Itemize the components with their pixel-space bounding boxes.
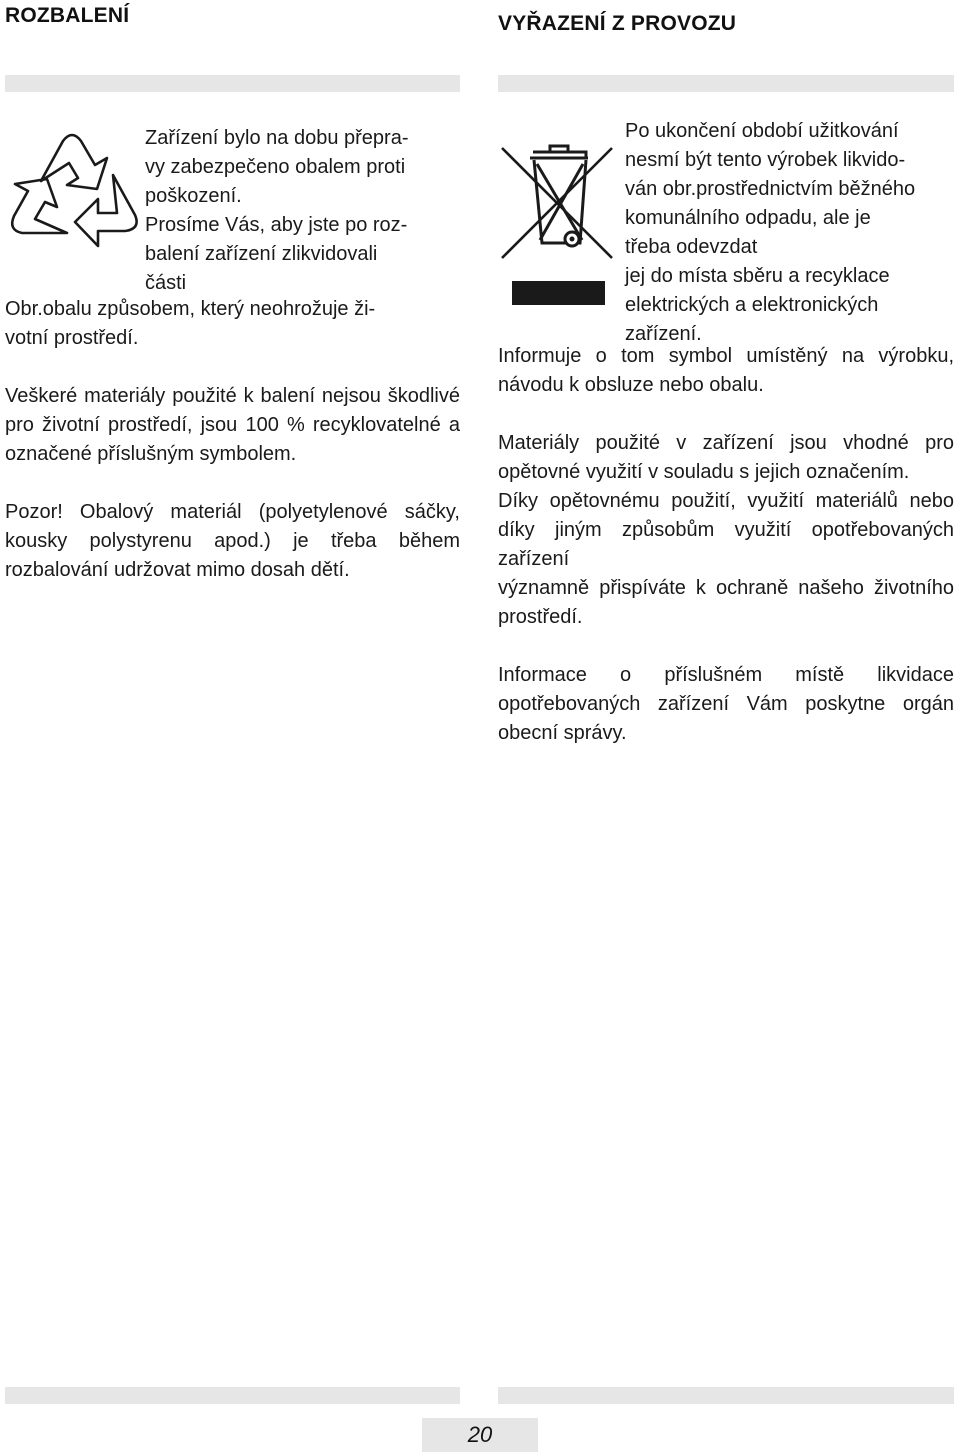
text-line: Po ukončení období užitkování (625, 120, 899, 142)
text-line: balení zařízení zlikvidovali (145, 243, 378, 265)
text-line: ván obr.prostřednictvím běžného (625, 178, 916, 200)
text-line: jej do místa sběru a recyklace (625, 265, 890, 287)
text-line: elektrických a elektronických (625, 294, 879, 316)
page-number: 20 (422, 1418, 538, 1452)
crossed-out-wheelie-bin-icon (500, 118, 615, 308)
unpacking-body (5, 295, 460, 585)
text-line: zařízení. (625, 323, 702, 345)
text-line: vy zabezpečeno obalem proti (145, 156, 406, 178)
recycle-symbol-icon (5, 125, 140, 255)
symbol-note-paragraph: Informuje o tom symbol umístěný na výrobku, návodu k obsluze nebo obalu. (498, 345, 954, 396)
text-line: Prosíme Vás, aby jste po roz- (145, 214, 408, 236)
text-line: poškození. (145, 185, 242, 207)
recycling-continued-paragraph: významně přispíváte k ochraně našeho životního prostředí. (498, 577, 954, 628)
unpacking-intro (145, 124, 460, 298)
local-authority-info-paragraph: Informace o příslušném místě likvidace opotřebovaných zařízení Vám poskytne orgán obecní správy. (498, 664, 954, 744)
section-heading-unpacking: ROZBALENÍ (5, 4, 130, 27)
recycling-paragraph: Díky opětovnému použití, využití materiálů nebo díky jiným způsobům využití opotřebovaných zařízení (498, 490, 954, 570)
warning-paragraph: Pozor! Obalový materiál (polyetylenové sáčky, kousky polystyrenu apod.) je třeba během rozbalování udržovat mimo dosah dětí. (5, 501, 460, 581)
text-line: nesmí být tento výrobek likvido- (625, 149, 906, 171)
header-divider-right (498, 75, 954, 92)
text-line: Zařízení bylo na dobu přepra- (145, 127, 409, 149)
materials-reuse-paragraph: Materiály použité v zařízení jsou vhodné pro opětovné využití v souladu s jejich označením. (498, 432, 954, 483)
footer-divider-left (5, 1387, 460, 1404)
materials-paragraph: Veškeré materiály použité k balení nejsou škodlivé pro životní prostředí, jsou 100 % recyklovatelné a označené příslušným symbolem. (5, 385, 460, 465)
decommissioning-intro (625, 117, 954, 349)
text-line: komunálního odpadu, ale je (625, 207, 871, 229)
decommissioning-body (498, 342, 954, 748)
text-line: Obr.obalu způsobem, který neohrožuje ži- (5, 298, 376, 320)
text-line: třeba odevzdat (625, 236, 758, 258)
text-line: votní prostředí. (5, 327, 139, 349)
header-divider-left (5, 75, 460, 92)
footer-divider-right (498, 1387, 954, 1404)
section-heading-decommissioning: VYŘAZENÍ Z PROVOZU (498, 12, 737, 35)
text-line: části (145, 272, 187, 294)
